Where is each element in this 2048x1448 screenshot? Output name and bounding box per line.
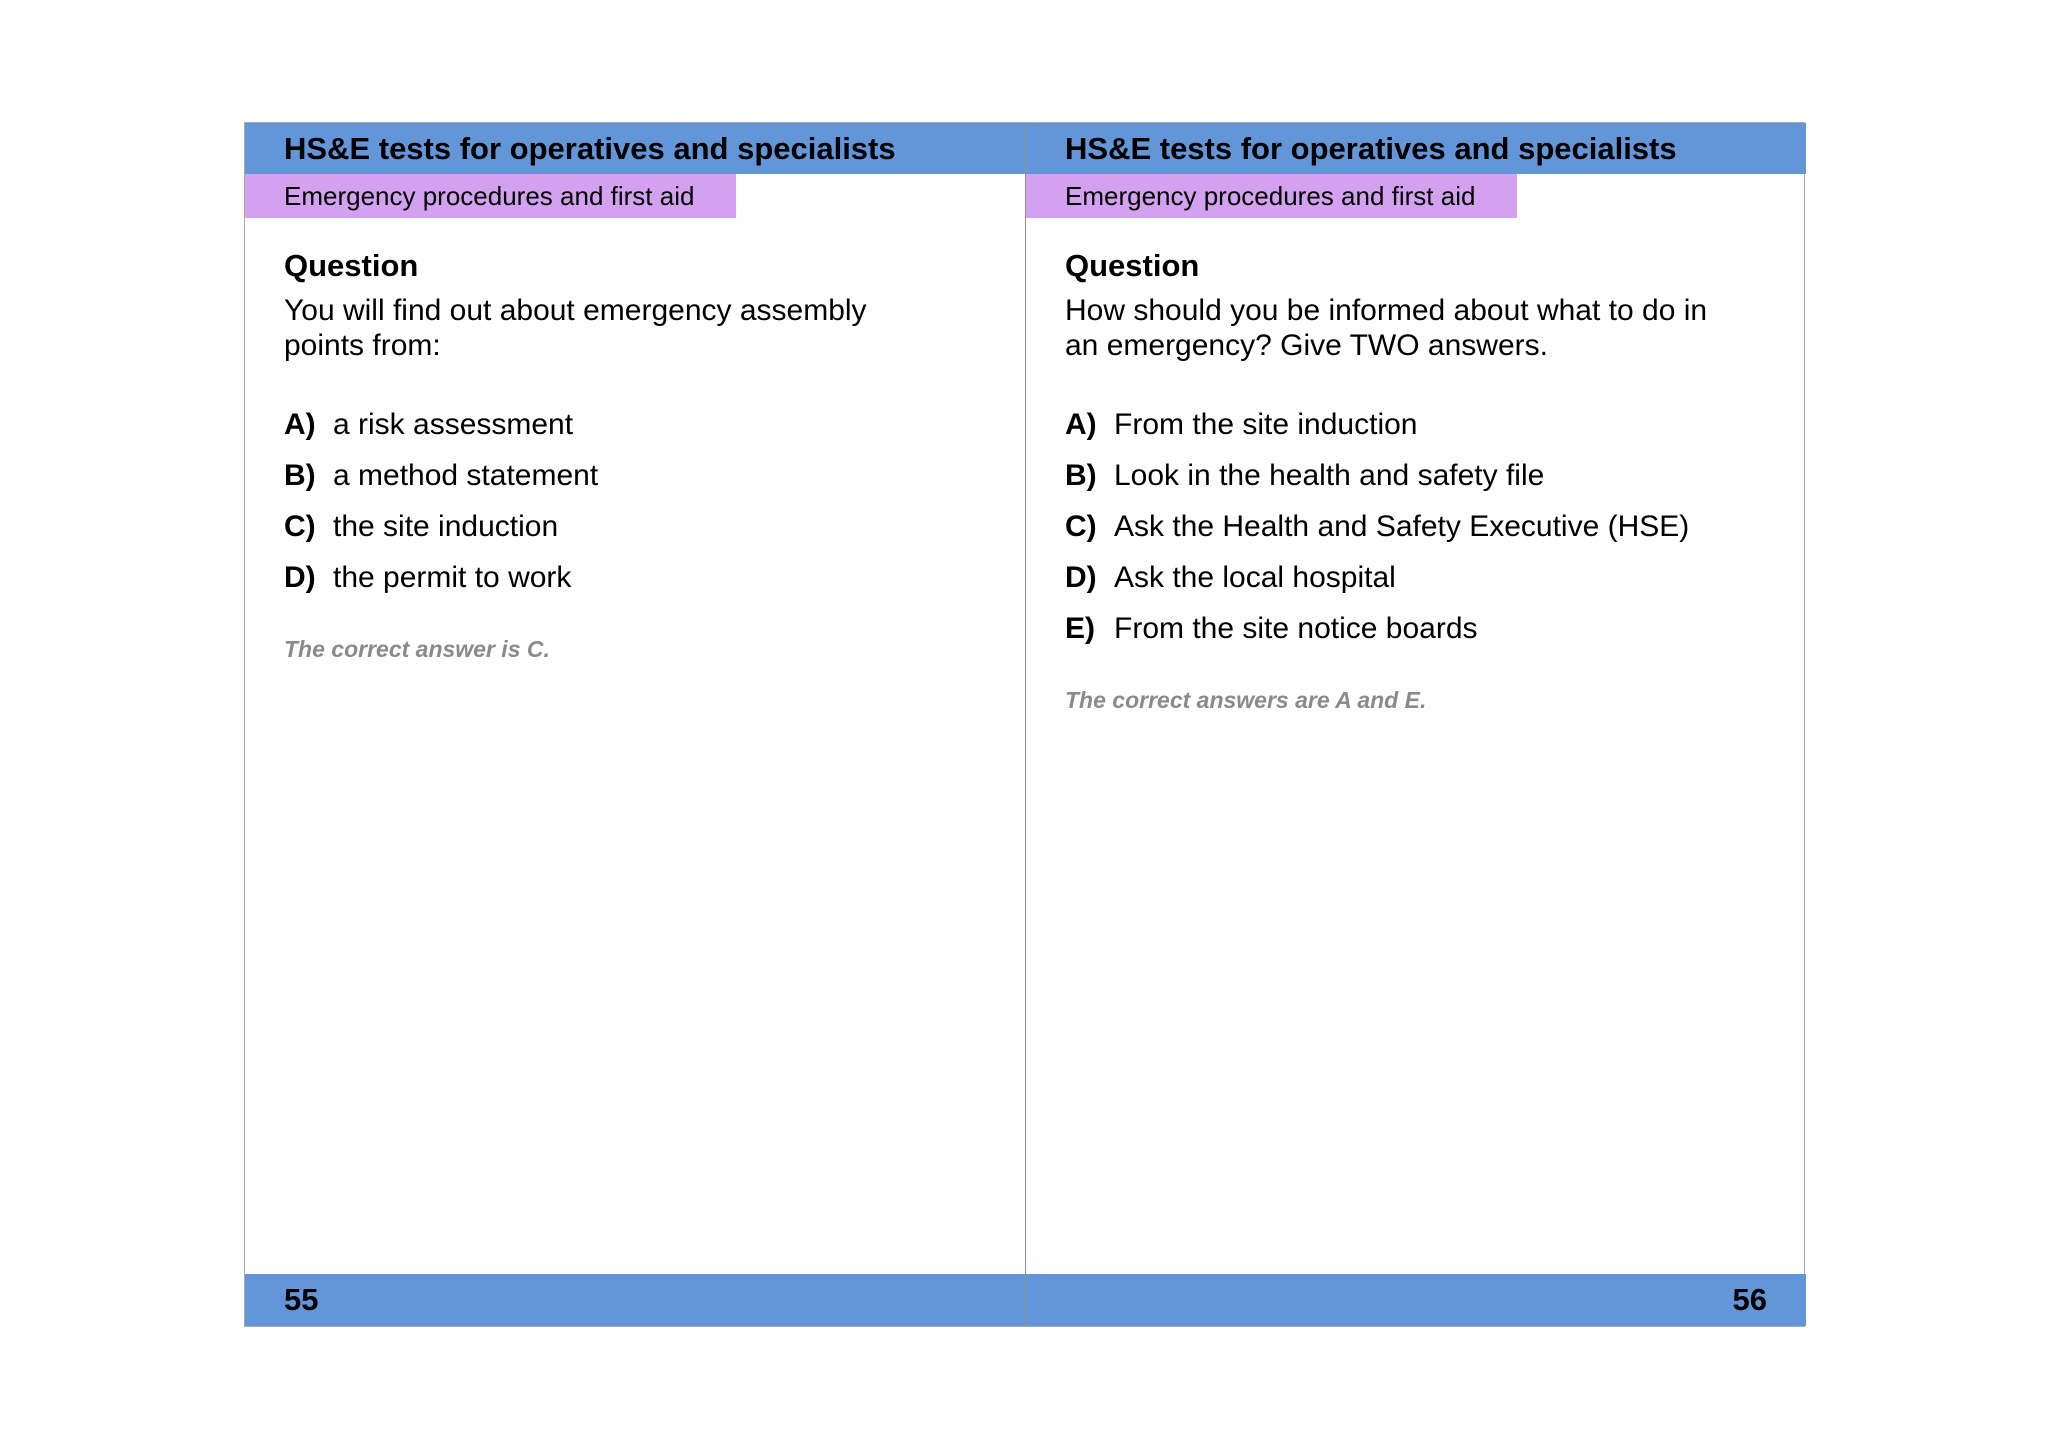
page-header: HS&E tests for operatives and specialists bbox=[245, 123, 1025, 174]
option-letter: D) bbox=[284, 561, 316, 594]
section-tag: Emergency procedures and first aid bbox=[245, 174, 736, 218]
option-letter: A) bbox=[284, 408, 316, 441]
page-footer bbox=[245, 1274, 1025, 1326]
option-letter: C) bbox=[284, 510, 316, 543]
option-text: a risk assessment bbox=[333, 408, 574, 441]
section-tag: Emergency procedures and first aid bbox=[1026, 174, 1517, 218]
option-a bbox=[284, 405, 984, 456]
option-text: the site induction bbox=[333, 510, 559, 543]
question-heading: Question bbox=[1065, 248, 1200, 283]
correct-answer: The correct answers are A and E. bbox=[1065, 687, 1427, 713]
option-letter: E) bbox=[1065, 612, 1095, 645]
option-e bbox=[1065, 609, 1765, 660]
option-b bbox=[1065, 456, 1765, 507]
option-d bbox=[1065, 558, 1765, 609]
option-letter: A) bbox=[1065, 408, 1097, 441]
option-text: Ask the local hospital bbox=[1114, 561, 1396, 594]
option-letter: B) bbox=[284, 459, 316, 492]
option-letter: B) bbox=[1065, 459, 1097, 492]
page-number: 55 bbox=[284, 1282, 319, 1317]
option-c bbox=[1065, 507, 1765, 558]
question-block bbox=[1065, 248, 1765, 715]
page-number: 56 bbox=[1732, 1282, 1767, 1317]
option-d bbox=[284, 558, 984, 609]
option-text: Ask the Health and Safety Executive (HSE) bbox=[1114, 510, 1690, 543]
page-right bbox=[1025, 123, 1806, 1326]
option-text: From the site induction bbox=[1114, 408, 1418, 441]
option-text: a method statement bbox=[333, 459, 599, 492]
page-footer bbox=[1026, 1274, 1806, 1326]
option-letter: D) bbox=[1065, 561, 1097, 594]
page-left bbox=[245, 123, 1025, 1326]
option-letter: C) bbox=[1065, 510, 1097, 543]
option-text: Look in the health and safety file bbox=[1114, 459, 1545, 492]
option-text: the permit to work bbox=[333, 561, 572, 594]
option-list bbox=[284, 405, 984, 609]
question-text: How should you be informed about what to do in an emergency? Give TWO answers. bbox=[1065, 294, 1708, 362]
correct-answer: The correct answer is C. bbox=[284, 636, 550, 662]
page-header: HS&E tests for operatives and specialists bbox=[1026, 123, 1806, 174]
option-text: From the site notice boards bbox=[1114, 612, 1478, 645]
book-spread bbox=[244, 122, 1805, 1327]
question-text: You will find out about emergency assembly points from: bbox=[284, 294, 867, 362]
question-block bbox=[284, 248, 984, 664]
option-list bbox=[1065, 405, 1765, 660]
option-c bbox=[284, 507, 984, 558]
option-b bbox=[284, 456, 984, 507]
question-heading: Question bbox=[284, 248, 419, 283]
option-a bbox=[1065, 405, 1765, 456]
